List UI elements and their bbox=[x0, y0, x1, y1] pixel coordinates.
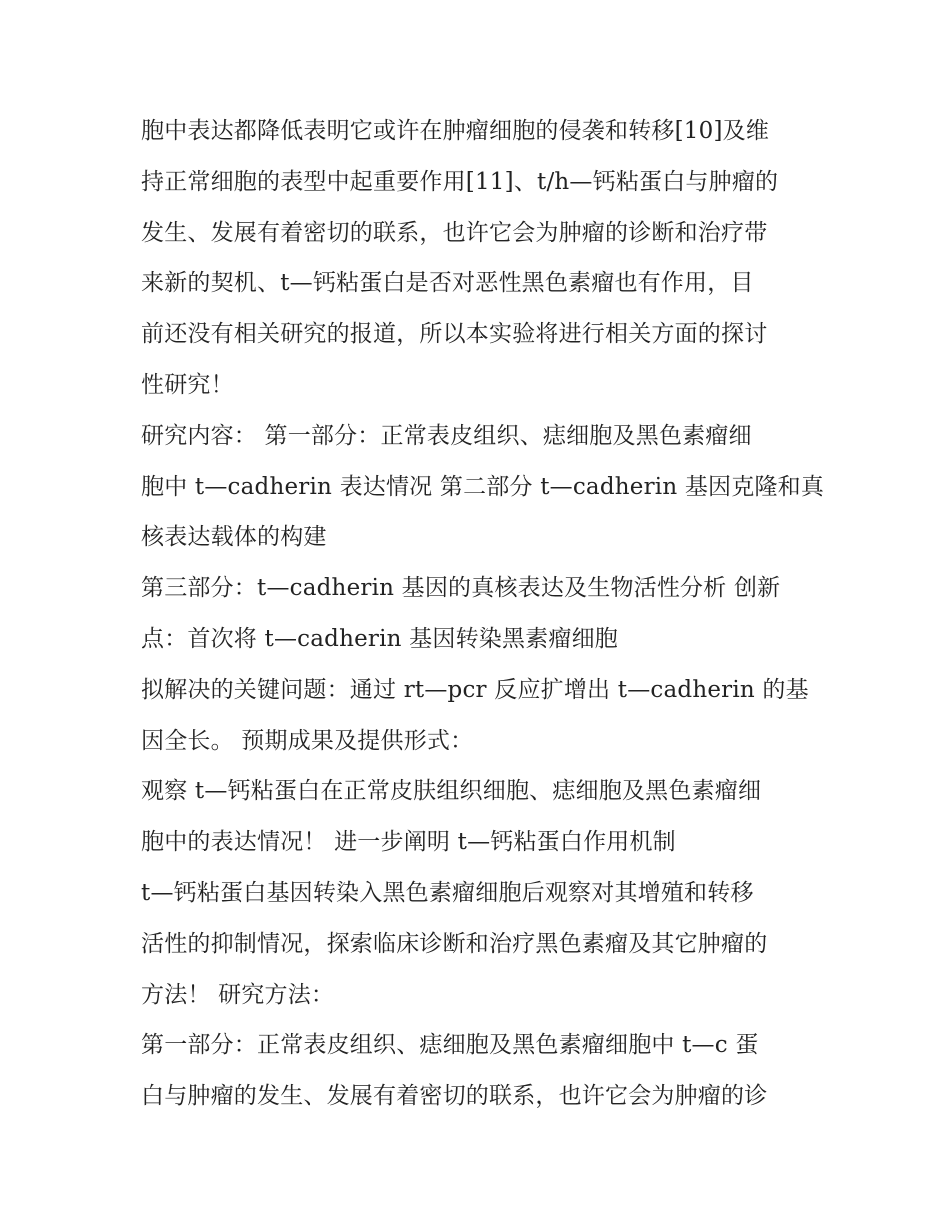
text-line-8: 胞中 t—cadherin 表达情况 第二部分 t—cadherin 基因克隆和真 bbox=[141, 473, 825, 500]
text-line-10: 第三部分：t—cadherin 基因的真核表达及生物活性分析 创新 bbox=[141, 575, 781, 602]
text-line-9: 核表达载体的构建 bbox=[141, 524, 327, 551]
text-line-18: 方法！ 研究方法： bbox=[141, 981, 335, 1008]
text-line-2: 持正常细胞的表型中起重要作用[11]、t/h—钙粘蛋白与肿瘤的 bbox=[141, 168, 779, 195]
text-line-17: 活性的抑制情况，探索临床诊断和治疗黑色素瘤及其它肿瘤的 bbox=[141, 930, 768, 957]
text-line-4: 来新的契机、t—钙粘蛋白是否对恶性黑色素瘤也有作用，目 bbox=[141, 270, 754, 297]
text-line-19: 第一部分：正常表皮组织、痣细胞及黑色素瘤细胞中 t—c 蛋 bbox=[141, 1032, 759, 1059]
text-line-3: 发生、发展有着密切的联系，也许它会为肿瘤的诊断和治疗带 bbox=[141, 219, 768, 246]
text-line-15: 胞中的表达情况！ 进一步阐明 t—钙粘蛋白作用机制 bbox=[141, 829, 676, 856]
text-line-16: t—钙粘蛋白基因转染入黑色素瘤细胞后观察对其增殖和转移 bbox=[141, 879, 754, 906]
text-line-14: 观察 t—钙粘蛋白在正常皮肤组织细胞、痣细胞及黑色素瘤细 bbox=[141, 778, 762, 805]
text-line-1: 胞中表达都降低表明它或许在肿瘤细胞的侵袭和转移[10]及维 bbox=[141, 118, 770, 144]
text-line-6: 性研究！ bbox=[141, 371, 234, 398]
text-line-20: 白与肿瘤的发生、发展有着密切的联系，也许它会为肿瘤的诊 bbox=[141, 1083, 768, 1110]
text-line-13: 因全长。 预期成果及提供形式： bbox=[141, 727, 474, 754]
text-line-11: 点：首次将 t—cadherin 基因转染黑素瘤细胞 bbox=[141, 625, 618, 652]
document-body bbox=[141, 106, 825, 1122]
text-line-12: 拟解决的关键问题：通过 rt—pcr 反应扩增出 t—cadherin 的基 bbox=[141, 676, 809, 703]
text-line-5: 前还没有相关研究的报道，所以本实验将进行相关方面的探讨 bbox=[141, 321, 768, 348]
text-line-7: 研究内容： 第一部分：正常表皮组织、痣细胞及黑色素瘤细 bbox=[141, 422, 752, 449]
